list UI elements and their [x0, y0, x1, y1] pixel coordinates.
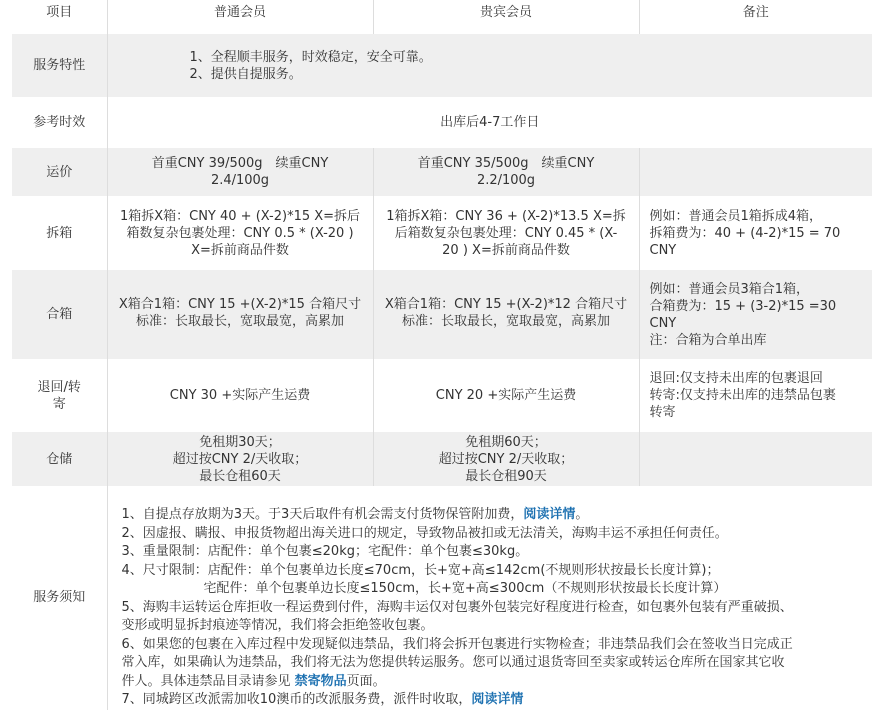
return-forward-vip: CNY 20 +实际产生运费: [373, 359, 639, 432]
reference-time-value: 出库后4-7工作日: [107, 97, 872, 148]
member-comparison-table: [12, 0, 872, 710]
return-remark-line-2: 转寄:仅支持未出库的违禁品包裹: [649, 388, 836, 403]
storage-label: 仓储: [12, 432, 107, 486]
service-notes-content: [107, 486, 872, 710]
merge-remark-line-1: 例如：普通会员3箱合1箱，: [649, 281, 810, 297]
merge-box-normal: [107, 270, 373, 359]
row-service-notes: [12, 486, 872, 710]
shipping-price-remark: [639, 148, 872, 196]
note-7-text: 7、同城跨区改派需加收10澳币的改派服务费，派件时收取，: [121, 692, 472, 707]
merge-remark-line-4: 注：合箱为合单出库: [649, 332, 767, 348]
note-7: [122, 691, 867, 710]
return-remark-line-3: 转寄: [649, 405, 676, 420]
note-6a: 6、如果您的包裹在入库过程中发现疑似违禁品，我们将会拆开包裹进行实物检查；非违禁品我们会在签收当日完成正: [121, 636, 793, 652]
shipping-normal-line-2: 2.4/100g: [210, 173, 270, 188]
shipping-price-label: 运价: [12, 148, 107, 196]
note-6b: 常入库，如果确认为违禁品，我们将无法为您提供转运服务。您可以通过退货寄回至卖家或转运仓库所在国家其它收: [121, 655, 785, 670]
note-6c: [122, 673, 867, 692]
return-remark-line-1: 退回:仅支持未出库的包裹退回: [649, 371, 823, 386]
merge-remark-line-2: 合箱费为：15 + (3-2)*15 =30: [649, 298, 837, 314]
shipping-price-normal: [107, 148, 373, 196]
shipping-vip-line-2: 2.2/100g: [476, 173, 536, 188]
split-box-vip: [373, 196, 639, 270]
storage-normal-line-2: 超过按CNY 2/天收取；: [172, 451, 308, 467]
merge-normal-line-2: 标准：长取最长，宽取最宽，高累加: [135, 314, 344, 329]
storage-normal: [107, 432, 373, 486]
return-forward-remark: [639, 359, 872, 432]
service-feature-line-2: 2、提供自提服务。: [189, 67, 302, 82]
merge-box-vip: [373, 270, 639, 359]
note-6c-end: 页面。: [346, 673, 386, 689]
header-normal-member: 普通会员: [107, 0, 373, 34]
note-5b: 变形或明显拆封痕迹等情况，我们将会拒绝签收包裹。: [121, 618, 434, 633]
merge-box-remark: [639, 270, 872, 359]
return-forward-normal: CNY 30 +实际产生运费: [107, 359, 373, 432]
row-reference-time: [12, 97, 872, 148]
row-merge-box: [12, 270, 872, 359]
merge-normal-line-1: X箱合1箱：CNY 15 +(X-2)*15 合箱尺寸: [118, 297, 362, 312]
storage-normal-line-3: 最长仓租60天: [199, 468, 281, 484]
split-normal-line-1: 1箱拆X箱：CNY 40 + (X-2)*15 X=拆后: [119, 208, 361, 224]
split-normal-line-2: 箱数复杂包裹处理：CNY 0.5 * (X-20 ): [126, 225, 354, 241]
note-6c-text: 件人。具体违禁品目录请参见: [121, 673, 295, 689]
return-label-line-2: 寄: [52, 396, 66, 412]
note-1-text: 1、自提点存放期为3天。于3天后取件有机会需支付货物保管附加费，: [121, 507, 524, 522]
row-service-feature: [12, 34, 872, 97]
header-row: [12, 0, 872, 34]
note-5a: 5、海购丰运转运仓库拒收一程运费到付件，海购丰运仅对包裹外包装完好程度进行检查，如包裹外包装有严重破损、: [121, 599, 793, 615]
split-vip-line-2: 后箱数复杂包裹处理：CNY 0.45 * (X-: [394, 225, 618, 241]
prohibited-items-link[interactable]: 禁寄物品: [294, 673, 347, 689]
split-vip-line-3: 20 ) X=拆前商品件数: [442, 242, 570, 258]
storage-vip-line-3: 最长仓租90天: [465, 468, 547, 484]
merge-remark-line-3: CNY: [649, 315, 677, 331]
note-7-read-more-link[interactable]: 阅读详情: [471, 692, 524, 707]
split-normal-line-3: X=拆前商品件数: [191, 242, 289, 258]
split-remark-line-1: 例如：普通会员1箱拆成4箱，: [649, 208, 823, 224]
shipping-normal-line-1: 首重CNY 39/500g 续重CNY: [151, 156, 329, 171]
merge-vip-line-2: 标准：长取最长，宽取最宽，高累加: [401, 314, 610, 329]
service-feature-content: [107, 34, 872, 97]
storage-vip-line-2: 超过按CNY 2/天收取；: [438, 451, 574, 467]
split-remark-line-2: 拆箱费为：40 + (4-2)*15 = 70: [649, 225, 841, 241]
row-storage: [12, 432, 872, 486]
service-notes-label: 服务须知: [12, 486, 107, 710]
storage-normal-line-1: 免租期30天；: [199, 434, 281, 450]
split-box-label: 拆箱: [12, 196, 107, 270]
note-4b: 宅配件：单个包裹单边长度≤150cm，长+宽+高≤300cm（不规则形状按最长长度计算）: [203, 581, 727, 596]
split-vip-line-1: 1箱拆X箱：CNY 36 + (X-2)*13.5 X=拆: [386, 208, 626, 224]
split-box-remark: [639, 196, 872, 270]
header-item: 项目: [12, 0, 107, 34]
note-1-end: 。: [575, 507, 589, 522]
split-box-normal: [107, 196, 373, 270]
service-feature-line-1: 1、全程顺丰服务，时效稳定，安全可靠。: [189, 50, 432, 65]
split-remark-line-3: CNY: [649, 242, 677, 258]
service-feature-label: 服务特性: [12, 34, 107, 97]
row-shipping-price: [12, 148, 872, 196]
header-remark: 备注: [639, 0, 872, 34]
note-1-read-more-link[interactable]: 阅读详情: [523, 507, 576, 522]
storage-remark: [639, 432, 872, 486]
shipping-vip-line-1: 首重CNY 35/500g 续重CNY: [417, 156, 595, 171]
row-split-box: [12, 196, 872, 270]
storage-vip: [373, 432, 639, 486]
storage-vip-line-1: 免租期60天；: [465, 434, 547, 450]
note-1: [122, 506, 867, 525]
merge-box-label: 合箱: [12, 270, 107, 359]
merge-vip-line-1: X箱合1箱：CNY 15 +(X-2)*12 合箱尺寸: [384, 297, 628, 312]
note-3: 3、重量限制：店配件：单个包裹≤20kg；宅配件：单个包裹≤30kg。: [121, 544, 529, 559]
row-return-forward: [12, 359, 872, 432]
note-4a: 4、尺寸限制：店配件：单个包裹单边长度≤70cm，长+宽+高≤142cm(不规则形状按最长长度计算)；: [121, 562, 720, 578]
return-forward-label: [12, 359, 107, 432]
return-label-line-1: 退回/转: [37, 379, 81, 395]
reference-time-label: 参考时效: [12, 97, 107, 148]
header-vip-member: 贵宾会员: [373, 0, 639, 34]
note-2: 2、因虚报、瞒报、申报货物超出海关进口的规定，导致物品被扣或无法清关，海购丰运不承担任何责任。: [121, 525, 728, 541]
shipping-price-vip: [373, 148, 639, 196]
